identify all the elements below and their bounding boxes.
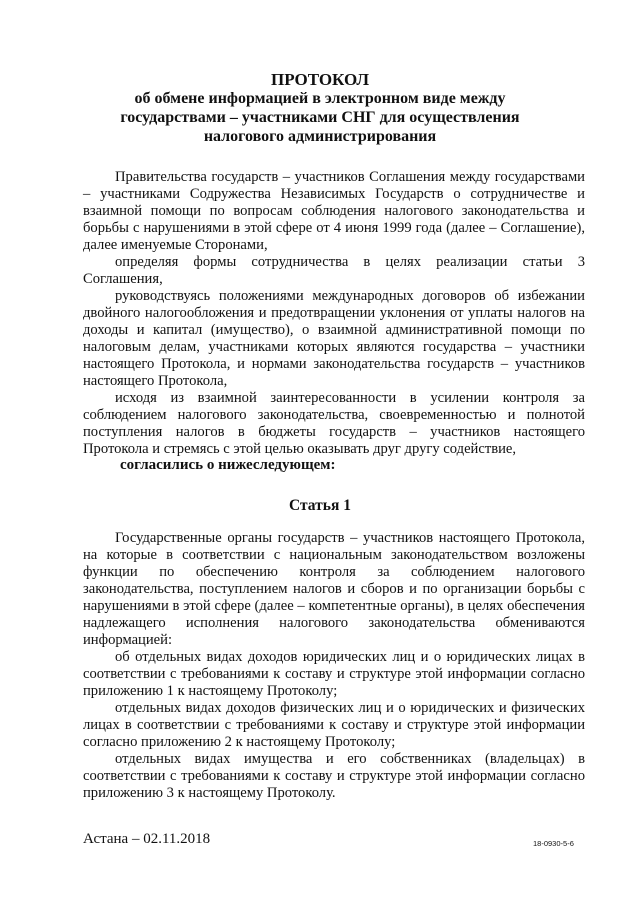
preamble-paragraph-3: руководствуясь положениями международных договоров об избежании двойного налогообложения и предотвращении уклонения от уплаты налогов на доходы и капитал (имущество), о взаимной административной помощи по налоговым делам, участниками которых являются государства – участники настоящего Протокола, и нормами законодательства государств – участников настоящего Протокола,	[83, 288, 585, 389]
preamble-paragraph-2: определяя формы сотрудничества в целях реализации статьи 3 Соглашения,	[83, 254, 585, 287]
preamble	[83, 169, 585, 458]
place-date: Астана – 02.11.2018	[83, 831, 211, 847]
article-paragraph-3: отдельных видах доходов физических лиц и о юридических и физических лицах в соответствии с требованиями к составу и структуре этой информации согласно приложению 2 к настоящему Протоколу;	[83, 700, 585, 750]
title-line-1: ПРОТОКОЛ	[270, 70, 369, 89]
document-title	[0, 70, 640, 146]
article-heading: Статья 1	[289, 497, 351, 514]
article-paragraph-1: Государственные органы государств – участников настоящего Протокола, на которые в соответствии с национальным законодательством возложены функции по обеспечению контроля за соблюдением налогового законодательства, поступлением налогов и сборов и по организации борьбы с нарушениями в этой сфере (далее – компетентные органы), в целях обеспечения надлежащего исполнения налогового законодательства обмениваются информацией:	[83, 530, 585, 648]
article-paragraph-2: об отдельных видах доходов юридических лиц и о юридических лицах в соответствии с требованиями к составу и структуре этой информации согласно приложению 1 к настоящему Протоколу;	[83, 649, 585, 699]
document-code: 18-0930-5-6	[533, 839, 574, 848]
title-line-2: об обмене информацией в электронном виде между	[134, 90, 506, 107]
article-paragraph-4: отдельных видах имущества и его собственниках (владельцах) в соответствии с требованиями к составу и структуре этой информации согласно приложению 3 к настоящему Протоколу.	[83, 751, 585, 801]
title-line-4: налогового администрирования	[203, 128, 437, 145]
preamble-paragraph-4: исходя из взаимной заинтересованности в усилении контроля за соблюдением налогового законодательства, своевременностью и полнотой поступления налогов в бюджеты государств – участников настоящего Протокола и стремясь с этой целью оказывать друг другу содействие,	[83, 390, 585, 457]
title-line-3: государствами – участниками СНГ для осуществления	[120, 109, 520, 126]
preamble-paragraph-1: Правительства государств – участников Соглашения между государствами – участниками Содружества Независимых Государств о сотрудничестве и взаимной помощи по вопросам соблюдения налогового законодательства и борьбы с нарушениями в этой сфере от 4 июня 1999 года (далее – Соглашение), далее именуемые Сторонами,	[83, 169, 585, 253]
article-body	[83, 530, 585, 802]
agreed-statement: согласились о нижеследующем:	[120, 457, 336, 473]
